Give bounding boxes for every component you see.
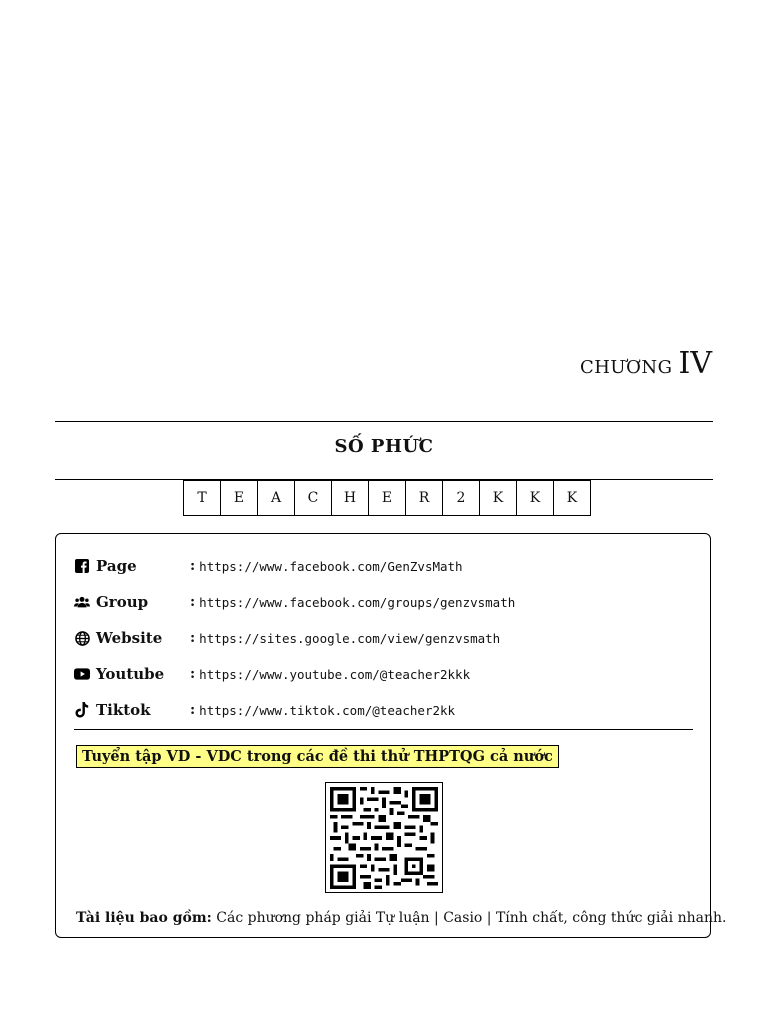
link-row-tiktok [74,692,694,728]
link-list [74,548,694,728]
link-label: Tiktok [96,701,151,719]
letter-boxes [183,480,591,516]
letter-cell: A [257,480,295,516]
qr-code-icon[interactable] [325,782,443,893]
note-text: Các phương pháp giải Tự luận | Casio | Tính chất, công thức giải nhanh. [211,910,727,926]
link-label: Page [96,557,137,575]
users-icon [74,594,90,610]
globe-icon [74,630,90,646]
link-label: Group [96,593,149,611]
link-url[interactable]: https://www.youtube.com/@teacher2kkk [199,666,471,682]
link-row-youtube [74,656,694,692]
note-label: Tài liệu bao gồm: [76,910,212,926]
link-row-page [74,548,694,584]
letter-cell: R [405,480,443,516]
link-url[interactable]: https://sites.google.com/view/genzvsmath [199,630,501,646]
link-row-website [74,620,694,656]
chapter-number: IV [678,346,712,381]
letter-cell: K [553,480,591,516]
facebook-square-icon [74,558,90,574]
link-url[interactable]: https://www.facebook.com/groups/genzvsmath [199,594,516,610]
letter-cell: E [220,480,258,516]
card-divider [74,729,693,730]
link-row-group [74,584,694,620]
materials-note [76,910,726,926]
link-colon: : [190,594,196,610]
topic-title: SỐ PHỨC [334,436,434,457]
link-colon: : [190,558,196,574]
letter-cell: H [331,480,369,516]
info-card [55,533,727,938]
chapter-word: CHƯƠNG [579,357,673,378]
letter-cell: 2 [442,480,480,516]
link-colon: : [190,666,196,682]
letter-cell: C [294,480,332,516]
letter-cell: K [479,480,517,516]
link-label: Youtube [96,665,165,683]
highlight-banner: Tuyển tập VD - VDC trong các đề thi thử THPTQG cả nước [76,745,559,768]
letter-cell: K [516,480,554,516]
link-colon: : [190,630,196,646]
youtube-icon [74,666,90,682]
link-label: Website [96,629,163,647]
letter-cell: T [183,480,221,516]
title-rule-top [55,421,713,422]
link-url[interactable]: https://www.tiktok.com/@teacher2kk [199,702,456,718]
link-colon: : [190,702,196,718]
letter-cell: E [368,480,406,516]
link-url[interactable]: https://www.facebook.com/GenZvsMath [199,558,463,574]
tiktok-icon [74,702,90,718]
chapter-heading [580,346,712,381]
